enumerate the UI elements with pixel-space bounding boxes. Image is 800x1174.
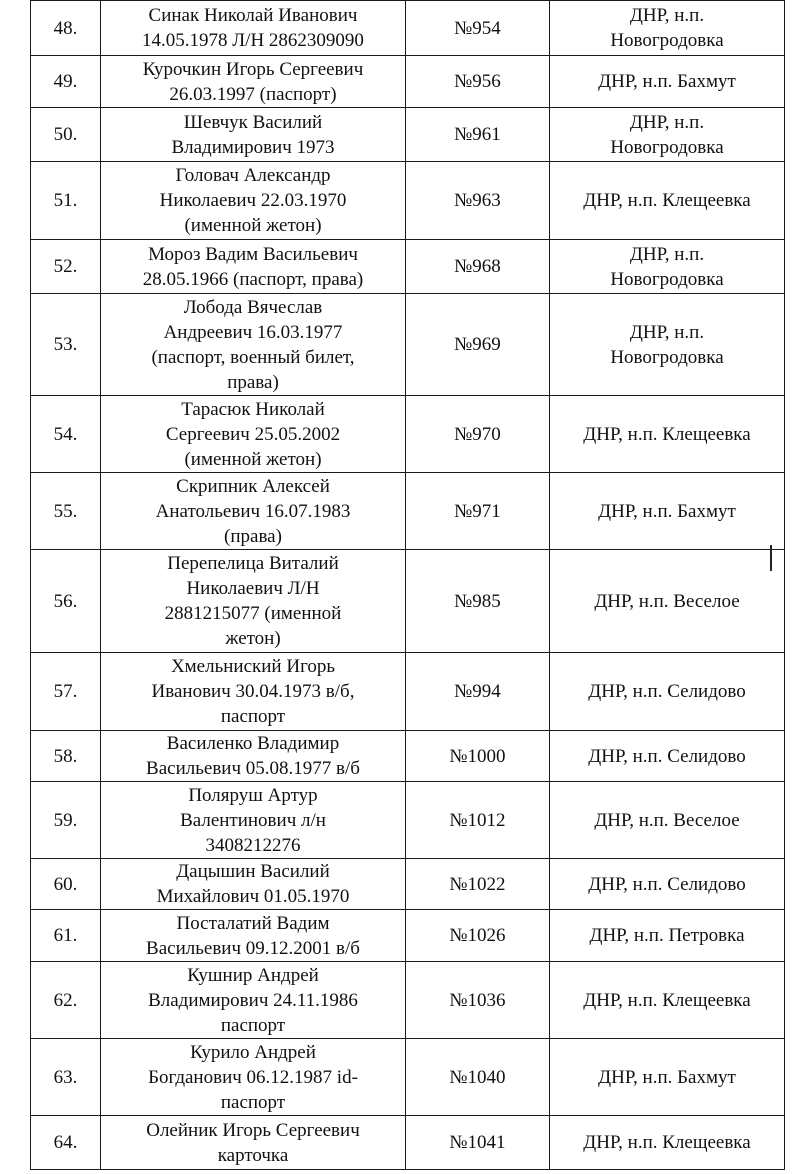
location-line: ДНР, н.п. — [629, 321, 705, 343]
tag-number-cell: №1036 — [406, 962, 550, 1039]
location-line: ДНР, н.п. Клещеевка — [583, 190, 751, 211]
table-row — [31, 1116, 785, 1170]
table-row — [31, 731, 785, 782]
location-line: Новогродовка — [610, 346, 724, 368]
tag-number-cell: №970 — [406, 396, 550, 473]
person-details-line: (права) — [224, 525, 282, 547]
person-details-cell — [101, 910, 406, 962]
location-cell — [550, 550, 785, 653]
person-details-line: Иванович 30.04.1973 в/б, — [151, 681, 355, 702]
person-details-line: Мороз Вадим Васильевич — [148, 243, 358, 265]
person-details-cell — [101, 294, 406, 396]
table-row — [31, 240, 785, 294]
row-number-cell: 52. — [31, 240, 101, 294]
person-details-line: жетон) — [225, 628, 281, 649]
person-details-cell — [101, 731, 406, 782]
location-cell — [550, 910, 785, 962]
tag-number-cell: №1022 — [406, 859, 550, 910]
table-row — [31, 550, 785, 653]
person-details-line: Владимирович 24.11.1986 — [148, 989, 358, 1011]
row-number-cell: 49. — [31, 56, 101, 108]
person-details-line: Шевчук Василий — [183, 111, 323, 133]
tag-number-cell: №961 — [406, 108, 550, 162]
person-details-line: Олейник Игорь Сергеевич — [146, 1119, 360, 1141]
person-details-line: Посталатий Вадим — [176, 912, 330, 934]
location-line: ДНР, н.п. Веселое — [594, 809, 740, 831]
person-details-cell — [101, 653, 406, 731]
row-number-cell: 57. — [31, 653, 101, 731]
row-number-cell: 53. — [31, 294, 101, 396]
person-details-line: (именной жетон) — [184, 448, 322, 470]
person-details-line: 14.05.1978 Л/Н 2862309090 — [142, 30, 364, 51]
tag-number-cell: №1012 — [406, 782, 550, 859]
location-cell — [550, 731, 785, 782]
person-details-line: Валентинович л/н — [180, 809, 326, 831]
person-details-line: карточка — [217, 1144, 289, 1166]
location-line: ДНР, н.п. Клещеевка — [583, 989, 751, 1011]
person-details-line: Тарасюк Николай — [181, 398, 325, 420]
tag-number-cell: №1026 — [406, 910, 550, 962]
tag-number-cell: №954 — [406, 1, 550, 56]
row-number-cell: 54. — [31, 396, 101, 473]
location-cell — [550, 653, 785, 731]
row-number-cell: 58. — [31, 731, 101, 782]
table-row — [31, 859, 785, 910]
location-cell — [550, 962, 785, 1039]
person-details-line: Головач Александр — [175, 165, 331, 186]
person-details-line: Николаевич Л/Н — [186, 578, 320, 599]
tag-number-cell: №969 — [406, 294, 550, 396]
tag-number-cell: №971 — [406, 473, 550, 550]
person-details-line: паспорт — [220, 1091, 286, 1113]
table-row — [31, 56, 785, 108]
person-details-line: паспорт — [220, 706, 286, 727]
row-number-cell: 50. — [31, 108, 101, 162]
row-number-cell: 62. — [31, 962, 101, 1039]
person-details-line: 3408212276 — [205, 834, 301, 856]
row-number-cell: 64. — [31, 1116, 101, 1170]
table-row — [31, 108, 785, 162]
row-number-cell: 48. — [31, 1, 101, 56]
location-cell — [550, 108, 785, 162]
row-number-cell: 56. — [31, 550, 101, 653]
person-details-cell — [101, 108, 406, 162]
person-details-cell — [101, 550, 406, 653]
location-cell — [550, 1, 785, 56]
tag-number-cell: №1000 — [406, 731, 550, 782]
location-line: ДНР, н.п. — [629, 243, 705, 265]
location-line: ДНР, н.п. Веселое — [594, 590, 740, 612]
table-row — [31, 1, 785, 56]
person-details-cell — [101, 1, 406, 56]
person-details-line: Лобода Вячеслав — [183, 296, 323, 318]
location-line: Новогродовка — [610, 268, 724, 290]
location-line: Новогродовка — [610, 136, 724, 158]
location-line: ДНР, н.п. Селидово — [588, 745, 746, 767]
location-cell — [550, 294, 785, 396]
table-row — [31, 473, 785, 550]
location-line: ДНР, н.п. Селидово — [588, 681, 746, 702]
tag-number-cell: №956 — [406, 56, 550, 108]
location-cell — [550, 473, 785, 550]
location-line: ДНР, н.п. — [629, 111, 705, 133]
person-details-line: Васильевич 05.08.1977 в/б — [146, 758, 360, 779]
margin-mark — [770, 545, 772, 571]
person-details-cell — [101, 473, 406, 550]
person-details-line: Курило Андрей — [190, 1041, 316, 1063]
row-number-cell: 55. — [31, 473, 101, 550]
person-details-line: Богданович 06.12.1987 id- — [148, 1066, 358, 1088]
table-row — [31, 294, 785, 396]
person-details-line: Андреевич 16.03.1977 — [163, 321, 343, 343]
person-details-cell — [101, 782, 406, 859]
location-cell — [550, 162, 785, 240]
person-details-line: 28.05.1966 (паспорт, права) — [142, 268, 364, 290]
location-cell — [550, 56, 785, 108]
tag-number-cell: №1040 — [406, 1039, 550, 1116]
person-details-cell — [101, 1116, 406, 1170]
person-details-cell — [101, 240, 406, 294]
person-details-line: Хмельниский Игорь — [170, 656, 336, 677]
location-line: ДНР, н.п. Клещеевка — [583, 1132, 751, 1153]
location-line: ДНР, н.п. Селидово — [588, 873, 746, 895]
table-row — [31, 782, 785, 859]
location-cell — [550, 1039, 785, 1116]
location-cell — [550, 859, 785, 910]
person-details-cell — [101, 859, 406, 910]
person-details-line: права) — [227, 371, 279, 393]
location-cell — [550, 782, 785, 859]
table-row — [31, 396, 785, 473]
person-details-line: 26.03.1997 (паспорт) — [169, 83, 337, 105]
location-line: ДНР, н.п. Бахмут — [598, 71, 736, 92]
person-details-line: Михайлович 01.05.1970 — [156, 886, 350, 907]
person-details-line: Перепелица Виталий — [167, 553, 339, 574]
row-number-cell: 51. — [31, 162, 101, 240]
row-number-cell: 60. — [31, 859, 101, 910]
person-details-line: Николаевич 22.03.1970 — [159, 190, 347, 211]
person-details-cell — [101, 962, 406, 1039]
records-table — [30, 0, 785, 1170]
table-row — [31, 1039, 785, 1116]
location-cell — [550, 240, 785, 294]
location-line: ДНР, н.п. Клещеевка — [583, 423, 751, 445]
location-cell — [550, 1116, 785, 1170]
table-row — [31, 653, 785, 731]
row-number-cell: 61. — [31, 910, 101, 962]
tag-number-cell: №968 — [406, 240, 550, 294]
person-details-line: паспорт — [220, 1014, 286, 1036]
table-row — [31, 910, 785, 962]
person-details-line: Сергеевич 25.05.2002 — [165, 423, 341, 445]
person-details-line: Анатольевич 16.07.1983 — [155, 500, 351, 522]
table-row — [31, 162, 785, 240]
location-line: Новогродовка — [610, 30, 724, 51]
tag-number-cell: №994 — [406, 653, 550, 731]
person-details-line: Кушнир Андрей — [187, 964, 319, 986]
location-line: ДНР, н.п. — [629, 5, 705, 26]
person-details-line: Васильевич 09.12.2001 в/б — [146, 937, 360, 959]
tag-number-cell: №1041 — [406, 1116, 550, 1170]
person-details-line: Дацышин Василий — [176, 861, 330, 882]
location-line: ДНР, н.п. Бахмут — [598, 1066, 736, 1088]
table-row — [31, 962, 785, 1039]
location-line: ДНР, н.п. Петровка — [589, 925, 745, 946]
row-number-cell: 59. — [31, 782, 101, 859]
person-details-line: Синак Николай Иванович — [148, 5, 358, 26]
location-line: ДНР, н.п. Бахмут — [598, 500, 736, 522]
tag-number-cell: №963 — [406, 162, 550, 240]
person-details-line: Василенко Владимир — [166, 733, 340, 754]
location-cell — [550, 396, 785, 473]
person-details-line: Курочкин Игорь Сергеевич — [142, 58, 364, 80]
tag-number-cell: №985 — [406, 550, 550, 653]
person-details-line: Скрипник Алексей — [176, 475, 330, 497]
person-details-cell — [101, 162, 406, 240]
person-details-line: (паспорт, военный билет, — [151, 346, 355, 368]
person-details-line: 2881215077 (именной — [164, 603, 342, 624]
row-number-cell: 63. — [31, 1039, 101, 1116]
person-details-line: Поляруш Артур — [188, 784, 318, 806]
records-table-body — [31, 1, 785, 1170]
person-details-cell — [101, 396, 406, 473]
person-details-line: (именной жетон) — [184, 215, 322, 236]
person-details-cell — [101, 1039, 406, 1116]
person-details-line: Владимирович 1973 — [171, 136, 335, 158]
person-details-cell — [101, 56, 406, 108]
